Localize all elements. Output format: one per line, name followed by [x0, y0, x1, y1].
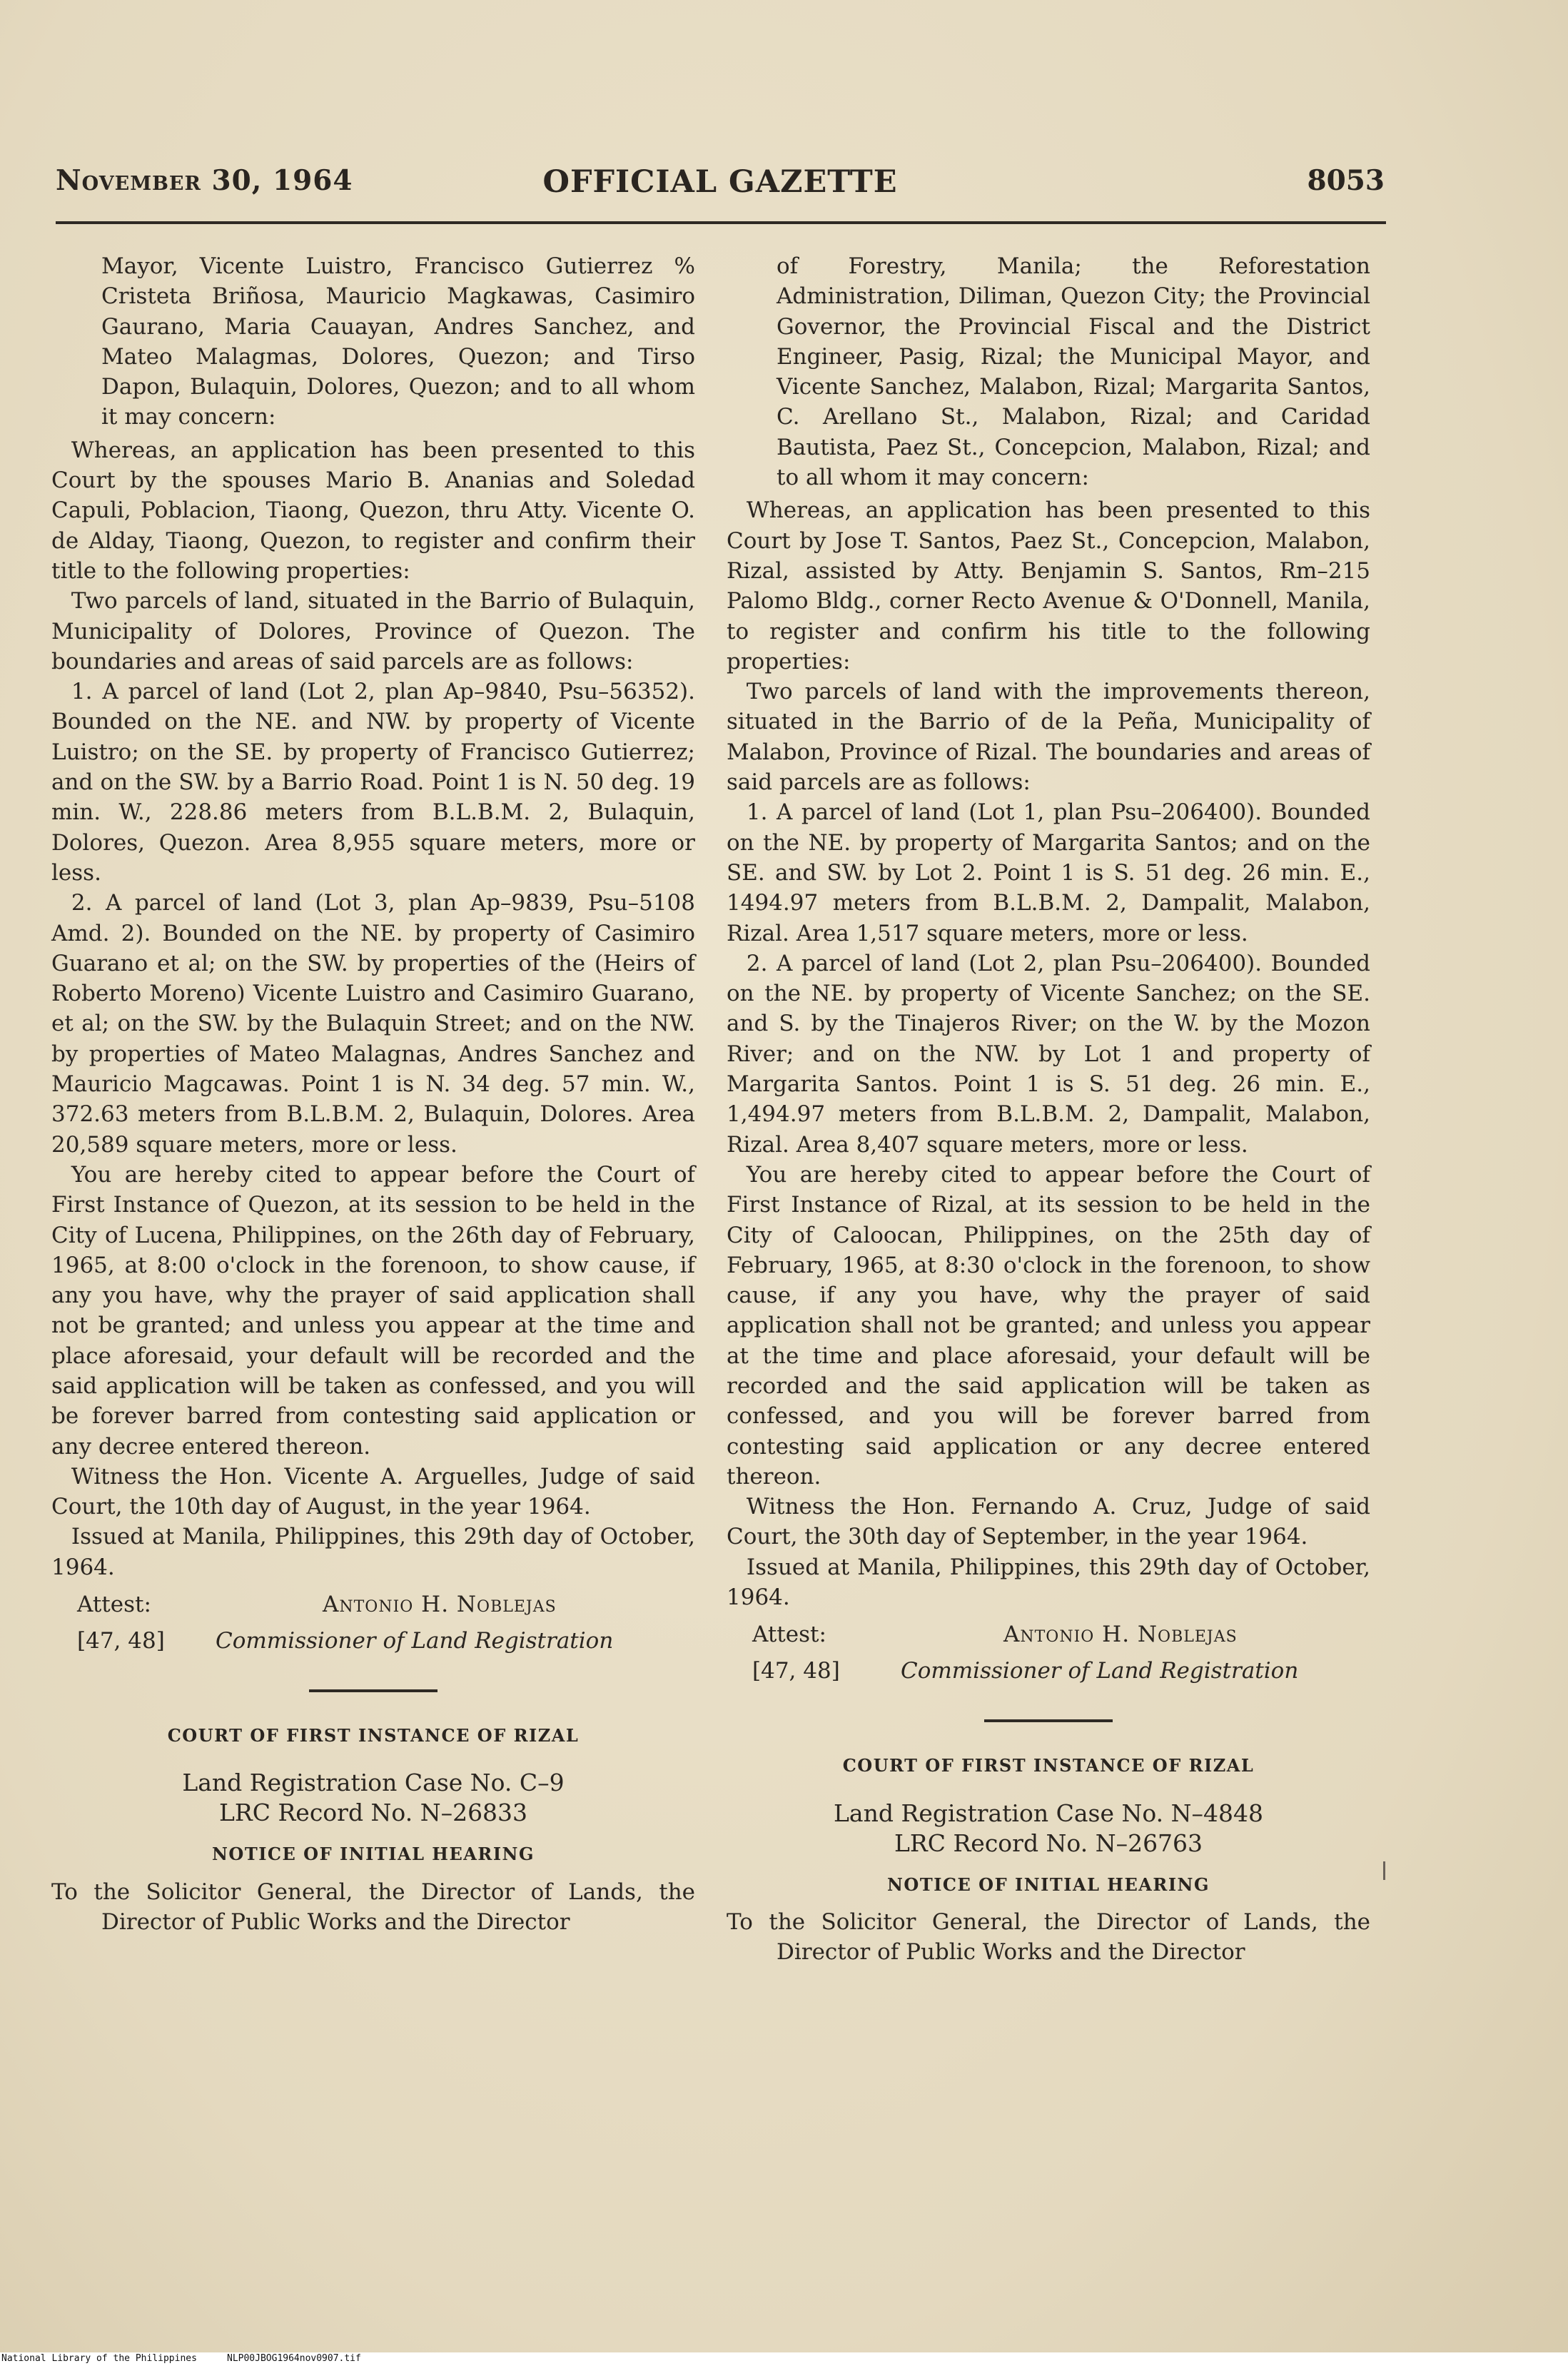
addressees-text: the Solicitor General, the Director of Lands, the Director of Public Works and the Director — [769, 1909, 1371, 1966]
citation-paragraph: You are hereby cited to appear before the Court of First Instance of Rizal, at its session to be held in the City of Caloocan, Philippines, on the 25th day of February, 1965, at 8:30 o'clock in the forenoon, to show cause, if any you have, why the prayer of said application shall not be granted; and unless you appear at the time and place aforesaid, your default will be recorded and the said application will be taken as confessed, and you will be forever barred from contesting said application or any decree entered thereon. — [727, 1161, 1370, 1490]
scan-filename: NLP00JBOG1964nov0907.tif — [227, 2353, 361, 2364]
attest-title-row — [727, 1656, 1370, 1687]
parcel-2-paragraph: 2. A parcel of land (Lot 3, plan Ap–9839, Psu–5108 Amd. 2). Bounded on the NE. by property of Casimiro Guarano et al; on the SW. by properties of the (Heirs of Roberto Moreno) Vicente Luistro and Casimiro Guarano, et al; on the SW. by the Bulaquin Street; and on the NW. by properties of Mateo Malagnas, Andres Sanchez and Mauricio Magcawas. Point 1 is N. 34 deg. 57 min. W., 372.63 meters from B.L.B.M. 2, Bulaquin, Dolores. Area 20,589 square meters, more or less. — [51, 890, 695, 1158]
right-column — [727, 251, 1370, 1968]
addressees-continued: of Forestry, Manila; the Reforestation Administration, Diliman, Quezon City; the Provincial Governor, the Provincial Fiscal and the District Engineer, Pasig, Rizal; the Municipal Mayor, and Vicente Sanchez, Malabon, Rizal; Margarita Santos, C. Arellano St., Malabon, Rizal; and Caridad Bautista, Paez St., Concepcion, Malabon, Rizal; and to all whom it may concern: — [777, 253, 1370, 491]
case-number: Land Registration Case No. N–4848 — [834, 1799, 1263, 1827]
parcels-paragraph: Two parcels of land with the improvements thereon, situated in the Barrio of de la Peña, Municipality of Malabon, Province of Rizal. The boundaries and areas of said parcels are as follows: — [727, 679, 1370, 796]
lrc-record: LRC Record No. N–26763 — [894, 1829, 1203, 1857]
section-divider — [984, 1719, 1113, 1722]
attest-row — [727, 1619, 1370, 1650]
page-number: 8053 — [1307, 164, 1385, 197]
addressees-text: the Solicitor General, the Director of Lands, the Director of Public Works and the Director — [93, 1879, 696, 1935]
attest-title: Commissioner of Land Registration — [216, 1628, 614, 1654]
witness-paragraph: Witness the Hon. Fernando A. Cruz, Judge of said Court, the 30th day of September, in the year 1964. — [727, 1494, 1370, 1550]
attest-title-row — [51, 1626, 695, 1657]
left-column — [51, 251, 695, 1937]
parcels-paragraph: Two parcels of land, situated in the Barrio of Bulaquin, Municipality of Dolores, Province of Quezon. The boundaries and areas of said parcels are as follows: — [51, 588, 695, 674]
court-heading: COURT OF FIRST INSTANCE OF RIZAL — [167, 1725, 580, 1746]
application-paragraph: Whereas, an application has been presented to this Court by Jose T. Santos, Paez St., Concepcion, Malabon, Rizal, assisted by Atty. Benjamin S. Santos, Rm–215 Palomo Bldg., corner Recto Avenue & O'Donnell, Manila, to register and confirm his title to the following properties: — [727, 497, 1370, 674]
attest-name: Antonio H. Noblejas — [1003, 1622, 1238, 1648]
issue-date: November 30, 1964 — [56, 164, 353, 197]
issued-paragraph: Issued at Manila, Philippines, this 29th day of October, 1964. — [51, 1524, 695, 1580]
witness-paragraph: Witness the Hon. Vicente A. Arguelles, Judge of said Court, the 10th day of August, in the year 1964. — [51, 1463, 695, 1520]
application-paragraph: Whereas, an application has been presented to this Court by the spouses Mario B. Ananias and Soledad Capuli, Poblacion, Tiaong, Quezon, thru Atty. Vicente O. de Alday, Tiaong, Quezon, to register and confirm their title to the following properties: — [51, 437, 695, 584]
citation-paragraph: You are hereby cited to appear before the Court of First Instance of Quezon, at its session to be held in the City of Lucena, Philippines, on the 26th day of February, 1965, at 8:00 o'clock in the forenoon, to show cause, if any you have, why the prayer of said application shall not be granted; and unless you appear at the time and place aforesaid, your default will be recorded and the said application will be taken as confessed, and you will be forever barred from contesting said application or any decree entered thereon. — [51, 1161, 695, 1460]
notice-heading: NOTICE OF INITIAL HEARING — [886, 1874, 1210, 1895]
court-heading: COURT OF FIRST INSTANCE OF RIZAL — [842, 1755, 1255, 1776]
parcel-2-paragraph: 2. A parcel of land (Lot 2, plan Psu–206400). Bounded on the NE. by property of Vicente Sanchez; on the SE. and S. by the Tinajeros River; on the W. by the Mozon River; and on the NW. by Lot 1 and property of Margarita Santos. Point 1 is S. 51 deg. 26 min. E., 1,494.97 meters from B.L.B.M. 2, Dampalit, Malabon, Rizal. Area 8,407 square meters, more or less. — [727, 950, 1370, 1158]
addressees-start — [51, 1877, 695, 1938]
addressees-start — [727, 1907, 1370, 1968]
attest-row — [51, 1589, 695, 1620]
lrc-record: LRC Record No. N–26833 — [218, 1799, 528, 1827]
parcel-1-paragraph: 1. A parcel of land (Lot 1, plan Psu–206400). Bounded on the NE. by property of Margarita Santos; and on the SE. and SW. by Lot 2. Point 1 is S. 51 deg. 26 min. E., 1494.97 meters from B.L.B.M. 2, Dampalit, Malabon, Rizal. Area 1,517 square meters, more or less. — [727, 799, 1370, 946]
attest-label: Attest: — [77, 1592, 151, 1618]
section-divider — [309, 1689, 437, 1692]
attest-name: Antonio H. Noblejas — [323, 1592, 557, 1618]
case-number: Land Registration Case No. C–9 — [182, 1769, 565, 1797]
page-header — [56, 164, 1385, 207]
issue-reference: [47, 48] — [77, 1628, 165, 1654]
attest-title: Commissioner of Land Registration — [901, 1658, 1299, 1684]
publication-title: OFFICIAL GAZETTE — [542, 164, 898, 200]
addressees-lead: To — [51, 1879, 78, 1905]
parcel-1-paragraph: 1. A parcel of land (Lot 2, plan Ap–9840, Psu–56352). Bounded on the NE. and NW. by property of Vicente Luistro; on the SE. by property of Francisco Gutierrez; and on the SW. by a Barrio Road. Point 1 is N. 50 deg. 19 min. W., 228.86 meters from B.L.B.M. 2, Bulaquin, Dolores, Quezon. Area 8,955 square meters, more or less. — [51, 679, 695, 886]
addressees-continued: Mayor, Vicente Luistro, Francisco Gutierrez % Cristeta Briñosa, Mauricio Magkawas, Casimiro Gaurano, Maria Cauayan, Andres Sanchez, and Mateo Malagmas, Dolores, Quezon; and Tirso Dapon, Bulaquin, Dolores, Quezon; and to all whom it may concern: — [101, 253, 695, 430]
margin-mark — [1383, 1861, 1385, 1880]
scan-footer — [0, 2352, 1568, 2366]
library-credit: National Library of the Philippines — [1, 2353, 197, 2364]
header-rule — [56, 221, 1386, 224]
notice-heading: NOTICE OF INITIAL HEARING — [211, 1844, 535, 1865]
issued-paragraph: Issued at Manila, Philippines, this 29th day of October, 1964. — [727, 1554, 1370, 1611]
addressees-lead: To — [727, 1909, 753, 1935]
issue-reference: [47, 48] — [752, 1658, 840, 1684]
attest-label: Attest: — [752, 1622, 826, 1648]
